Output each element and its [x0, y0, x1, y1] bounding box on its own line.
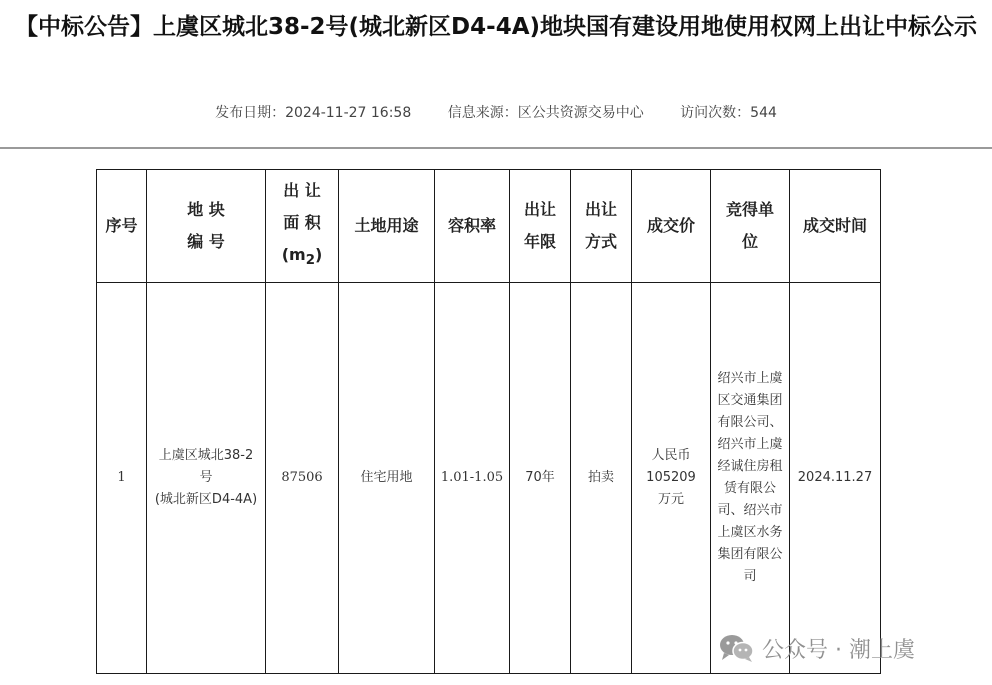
cell-area: 87506 [266, 283, 339, 674]
header-winner: 竞得单 位 [711, 170, 790, 283]
cell-time: 2024.11.27 [790, 283, 881, 674]
cell-winner: 绍兴市上虞区交通集团有限公司、绍兴市上虞经诚住房租赁有限公司、绍兴市上虞区水务集团有限公司 [711, 283, 790, 674]
header-area: 出 让 面 积 $(m_2)$ [266, 170, 339, 283]
cell-term: 70年 [510, 283, 571, 674]
header-divider [0, 147, 992, 149]
info-source: 信息来源：区公共资源交易中心 [447, 105, 644, 121]
article-meta [0, 102, 992, 122]
watermark-text: 公众号 · 潮上虞 [762, 637, 915, 663]
header-index: 序号 [97, 170, 147, 283]
header-parcel: 地 块 编 号 [147, 170, 266, 283]
award-table [96, 169, 881, 674]
cell-method: 拍卖 [571, 283, 632, 674]
cell-price: 人民币 105209 万元 [632, 283, 711, 674]
wechat-icon [718, 633, 756, 663]
header-land-use: 土地用途 [339, 170, 435, 283]
cell-index: 1 [97, 283, 147, 674]
table-header-row [97, 170, 881, 283]
header-time: 成交时间 [790, 170, 881, 283]
cell-parcel: 上虞区城北38-2 号 (城北新区D4-4A) [147, 283, 266, 674]
page-title: 【中标公告】上虞区城北38-2号(城北新区D4-4A)地块国有建设用地使用权网上出让中标公示 [14, 14, 978, 40]
cell-land-use: 住宅用地 [339, 283, 435, 674]
header-term: 出让 年限 [510, 170, 571, 283]
watermark [718, 628, 915, 668]
header-method: 出让 方式 [571, 170, 632, 283]
header-far: 容积率 [435, 170, 510, 283]
table-row [97, 283, 881, 674]
cell-far: 1.01-1.05 [435, 283, 510, 674]
publish-date: 发布日期：2024-11-27 16:58 [215, 105, 412, 121]
visit-count: 访问次数：544 [680, 105, 777, 121]
header-price: 成交价 [632, 170, 711, 283]
